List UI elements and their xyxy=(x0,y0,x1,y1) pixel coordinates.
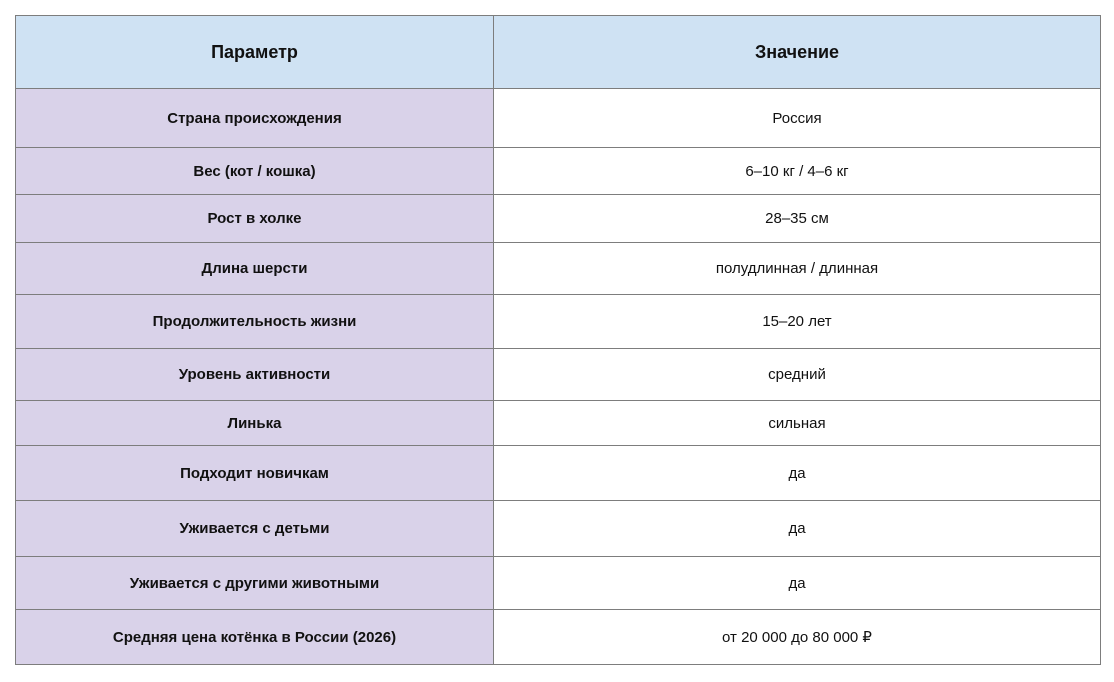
row-value: от 20 000 до 80 000 ₽ xyxy=(494,610,1101,665)
row-parameter: Уживается с детьми xyxy=(16,501,494,557)
table-row xyxy=(16,610,1101,665)
table-row xyxy=(16,557,1101,610)
row-value: да xyxy=(494,501,1101,557)
table-row xyxy=(16,401,1101,446)
row-parameter: Страна происхождения xyxy=(16,89,494,148)
row-value: 15–20 лет xyxy=(494,295,1101,349)
table-row xyxy=(16,243,1101,295)
table-row xyxy=(16,195,1101,243)
row-value: 6–10 кг / 4–6 кг xyxy=(494,148,1101,195)
table-row xyxy=(16,89,1101,148)
row-value: Россия xyxy=(494,89,1101,148)
header-parameter: Параметр xyxy=(16,16,494,89)
table-header-row xyxy=(16,16,1101,89)
row-value: да xyxy=(494,446,1101,501)
row-parameter: Линька xyxy=(16,401,494,446)
row-parameter: Средняя цена котёнка в России (2026) xyxy=(16,610,494,665)
row-parameter: Подходит новичкам xyxy=(16,446,494,501)
table-row xyxy=(16,295,1101,349)
row-parameter: Длина шерсти xyxy=(16,243,494,295)
table-row xyxy=(16,501,1101,557)
row-parameter: Уживается с другими животными xyxy=(16,557,494,610)
table-row xyxy=(16,349,1101,401)
header-value: Значение xyxy=(494,16,1101,89)
row-parameter: Рост в холке xyxy=(16,195,494,243)
row-value: да xyxy=(494,557,1101,610)
row-value: полудлинная / длинная xyxy=(494,243,1101,295)
row-value: 28–35 см xyxy=(494,195,1101,243)
table-row xyxy=(16,446,1101,501)
row-parameter: Продолжительность жизни xyxy=(16,295,494,349)
row-value: средний xyxy=(494,349,1101,401)
row-value: сильная xyxy=(494,401,1101,446)
row-parameter: Уровень активности xyxy=(16,349,494,401)
parameters-table xyxy=(15,15,1101,665)
table-row xyxy=(16,148,1101,195)
row-parameter: Вес (кот / кошка) xyxy=(16,148,494,195)
